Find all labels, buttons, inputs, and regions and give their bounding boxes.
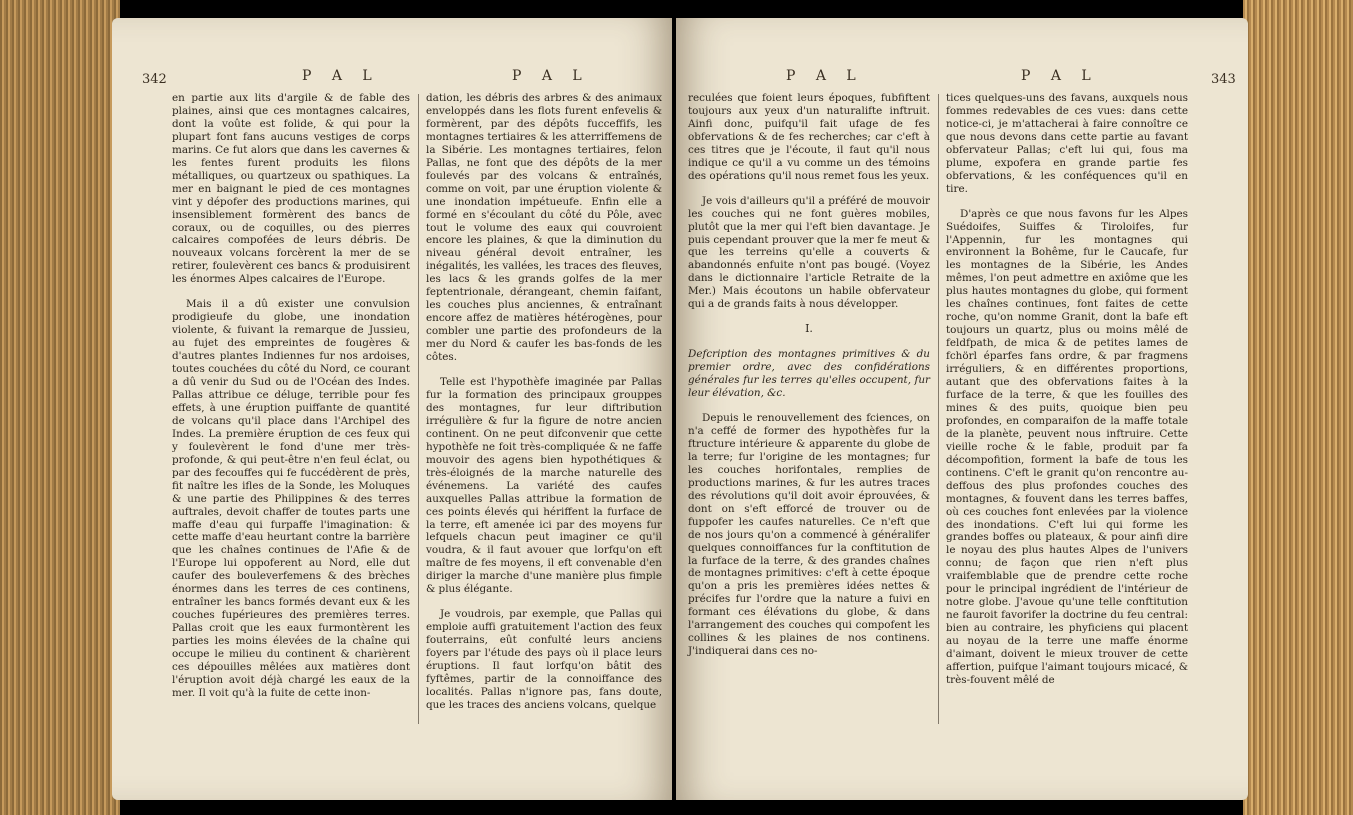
- text-column-2: [426, 92, 662, 724]
- right-page: [676, 18, 1248, 800]
- section-title: Defcription des montagnes primitives & du premier ordre, avec des confidérations générales fur les terres qu'elles occupent, fur leur élévation, &c.: [688, 348, 930, 400]
- paragraph: Telle est l'hypothèfe imaginée par Pallas fur la formation des principaux grouppes des montagnes, fur leur diftribution irrégulière & fur la figure de notre ancien continent. On ne peut difconvenir que cette hypothèfe ne foit très-compliquée & ne faffe mouvoir des agens bien hypothétiques & très-éloignés de la marche naturelle des événemens. La variété des caufes auxquelles Pallas attribue la formation de ces points élevés qui hériffent la furface de la terre, eft amenée ici par des moyens fur lefquels chacun peut imaginer ce qu'il voudra, & il faut avouer que lorfqu'on eft maître de fes moyens, il eft convenable d'en diriger la marche d'une manière plus fimple & plus élégante.: [426, 376, 662, 596]
- page-number: 342: [142, 72, 167, 87]
- paragraph: D'après ce que nous favons fur les Alpes Suédoifes, Suiffes & Tiroloifes, fur l'Appennin, fur les montagnes qui environnent la Bohême, fur le Caucafe, fur les montagnes de la Sibérie, les Andes mêmes, l'on peut admettre en axiôme que les plus hautes montagnes du globe, qui forment les chaînes continues, font faites de cette roche, qu'on nomme Granit, dont la bafe eft toujours un quartz, plus ou moins mêlé de feldfpath, de mica & de petites lames de fchörl éparfes fans ordre, & par fragmens irréguliers, & en différentes proportions, autant que des obfervations faites à la furface de la terre, & que les fouilles des mines & des puits, quoique bien peu profondes, en comparaifon de la maffe totale de la planète, peuvent nous inftruire. Cette vieille roche & le fable, produit par fa décompofition, forment la bafe de tous les continens. C'eft le granit qu'on rencontre au-deffous des plus profondes couches des montagnes, & fouvent dans les terres baffes, où ces couches font enlevées par la violence des inondations. C'eft lui qui forme les grandes boffes ou plateaux, & pour ainfi dire le noyau des plus hautes Alpes de l'univers connu; de façon que rien n'eft plus vraifemblable que de prendre cette roche pour le principal ingrédient de l'intérieur de notre globe. J'avoue qu'une telle conftitution ne fauroit favorifer la doctrine du feu central: bien au contraire, les phyficiens qui placent au noyau de la terre une maffe énorme d'aimant, doivent le mieux trouver de cette affertion, puifque l'aimant toujours micacé, & très-fouvent mêlé de: [946, 207, 1188, 686]
- running-head: P A L: [302, 68, 380, 84]
- paragraph: Mais il a dû exister une convulsion prodigieufe du globe, une inondation violente, & fuivant la remarque de Jussieu, au fujet des empreintes de fougères & d'autres plantes Indiennes fur nos ardoises, toutes couchées du côté du Nord, ce courant a dû venir du Sud ou de l'Océan des Indes. Pallas attribue ce déluge, terrible pour fes effets, à une éruption puiffante de quantité de volcans qu'il place dans l'Archipel des Indes. La première éruption de ces feux qui y foulevèrent le fond d'une mer très-profonde, & qui peut-être n'en feul éclat, ou par des fecouffes qui fe fuccédèrent de près, fit naître les ifles de la Sonde, les Moluques & une partie des Philippines & des terres auftrales, devoit chaffer de toutes parts une maffe d'eau qui furpaffe l'imagination: & cette maffe d'eau heurtant contre la barrière que les chaînes continues de l'Afie & de l'Europe lui oppoferent au Nord, elle dut caufer des bouleverfemens & des brèches énormes dans les terres de ces continens, entraîner les bancs formés devant eux & les couches fupérieures des premières terres. Pallas croit que les eaux furmontèrent les parties les moins élevées de la chaîne qui occupe le milieu du continent & charièrent ces dépouilles mêlées aux matières dont l'éruption avoit déjà chargé les eaux de la mer. Il voit qu'à la fuite de cette inon-: [172, 298, 410, 699]
- running-head: P A L: [786, 68, 864, 84]
- paragraph: Je voudrois, par exemple, que Pallas qui emploie auffi gratuitement l'action des feux fouterrains, eût confulté leurs anciens foyers par l'étude des pays où il place leurs éruptions. Il faut lorfqu'on bâtit des fyftêmes, partir de la connoiffance des localités. Pallas n'ignore pas, fans doute, que les traces des anciens volcans, quelque: [426, 608, 662, 711]
- text-column-2: [946, 92, 1188, 699]
- book-edge-left: [0, 0, 120, 815]
- running-head: P A L: [512, 68, 590, 84]
- paragraph: Depuis le renouvellement des fciences, on n'a ceffé de former des hypothèfes fur la ftructure intérieure & apparente du globe de la terre; fur l'origine de les montagnes; fur les couches horifontales, remplies de productions marines, & fur les autres traces des révolutions qu'il doit avoir éprouvées, & dont on s'eft efforcé de trouver ou de fuppofer les caufes naturelles. Ce n'eft que de nos jours qu'on a commencé à généralifer quelques connoiffances fur la conftitution de la furface de la terre, & des grandes chaînes de montagnes primitives: c'eft à cette époque qu'on a pris les premières idées nettes & précifes fur l'ordre que la nature a fuivi en formant ces élévations du globe, & dans l'arrangement des couches qui compofent les collines & les plaines de nos continens. J'indiquerai dans ces no-: [688, 412, 930, 658]
- section-number: I.: [805, 322, 813, 336]
- paragraph: reculées que foient leurs époques, fubfiftent toujours aux yeux d'un naturalifte inftruit. Ainfi donc, puifqu'il fait ufage de fes obfervations & de fes recherches; car c'eft à ces titres que je l'écoute, il faut qu'il nous indique ce qu'il a vu comme un des témoins des opérations qu'il nous remet fous les yeux.: [688, 92, 930, 182]
- text-column-1: [688, 92, 930, 670]
- paragraph: en partie aux lits d'argile & de fable des plaines, ainsi que ces montagnes calcaires, dont la voûte est folide, & qui pour la plupart font fans aucuns vestiges de corps marins. Ce fut alors que dans les cavernes & les fentes furent produits les filons métalliques, ou quartzeux ou spathiques. La mer en baignant le pied de ces montagnes vint y dépofer des productions marines, qui insensiblement formèrent des bancs de coraux, ou de coquilles, ou des pierres calcaires compofées de leurs débris. De nouveaux volcans forcèrent la mer de se retirer, foulevèrent ces bancs & produisirent les énormes Alpes calcaires de l'Europe.: [172, 92, 410, 286]
- book-edge-right: [1243, 0, 1353, 815]
- paragraph: Je vois d'ailleurs qu'il a préféré de mouvoir les couches qui ne font guères mobiles, plutôt que la mer qui l'eft bien davantage. Je puis cependant prouver que la mer fe meut & que les terreins qu'elle a couverts & abandonnés enfuite n'ont pas bougé. (Voyez dans le dictionnaire l'article Retraite de la Mer.) Mais écoutons un habile obfervateur qui a de grands faits à nous développer.: [688, 194, 930, 311]
- column-rule: [938, 94, 939, 724]
- page-number: 343: [1211, 72, 1236, 87]
- running-head: P A L: [1021, 68, 1099, 84]
- column-rule: [418, 94, 419, 724]
- paragraph: tices quelques-uns des favans, auxquels nous fommes redevables de ces vues: dans cette notice-ci, je m'attacherai à faire connoître ce que nous devons dans cette partie au favant obfervateur Pallas; c'eft lui qui, fous ma plume, expofera en grande partie fes obfervations, & les conféquences qu'il en tire.: [946, 92, 1188, 195]
- left-page: [112, 18, 672, 800]
- paragraph: dation, les débris des arbres & des animaux enveloppés dans les flots furent enfevelis & formèrent, par des dépôts fucceffifs, les montagnes tertiaires & les atterriffemens de la Sibérie. Les montagnes tertiaires, felon Pallas, ne font que des dépôts de la mer foulevés par des volcans & entraînés, comme on voit, par une éruption violente & une inondation impétueufe. Enfin elle a formé en s'écoulant du côté du Pôle, avec tout le volume des eaux qui couvroient encore les plaines, & que la diminution du niveau général devoit entraîner, les inégalités, les vallées, les traces des fleuves, les lacs & les grands golfes de la mer feptentrionale, dérangeant, chemin faifant, les couches plus anciennes, & entraînant encore affez de matières hétérogènes, pour combler une partie des profondeurs de la mer du Nord & caufer les bas-fonds de les côtes.: [426, 92, 662, 364]
- text-column-1: [172, 92, 410, 712]
